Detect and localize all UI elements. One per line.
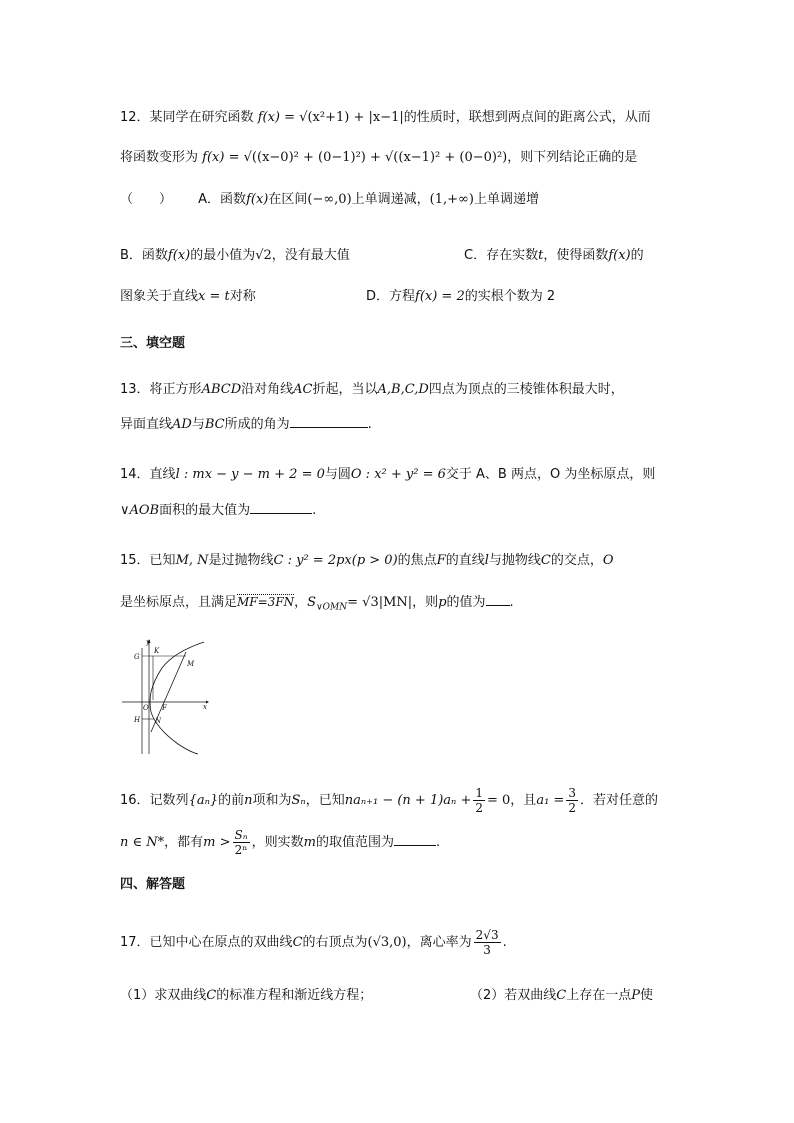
q13-text: 将正方形 (149, 382, 202, 397)
answer-blank[interactable] (394, 833, 436, 846)
label-h: H (134, 716, 141, 724)
variable-n: n (244, 793, 253, 808)
line-l: l (484, 553, 489, 568)
label-g: G (134, 653, 140, 661)
q17-text: 使 (640, 988, 654, 1003)
function-f: f(x) (167, 248, 191, 263)
option-b-label: B．函数 (120, 248, 168, 263)
q12-line5 (120, 287, 256, 307)
q14-text: 面积的最大值为 (159, 503, 251, 518)
answer-blank[interactable] (486, 593, 510, 606)
q15-line1 (120, 551, 614, 571)
label-f: F (162, 704, 167, 712)
q12-text: 的性质时，联想到两点间的距离公式，从而 (403, 110, 651, 125)
option-d-label: D．方程 (366, 289, 416, 304)
answer-blank[interactable] (250, 501, 312, 514)
area-subscript: ∨OMN (316, 602, 348, 613)
hyperbola-c: C (206, 988, 217, 1003)
period: . (312, 503, 317, 518)
fraction-numerator: 3 (568, 786, 576, 800)
variable-m: m (303, 835, 316, 850)
q16-text: ，都有 (164, 835, 204, 850)
square-abcd: ABCD (201, 382, 242, 397)
q13-text: 四点为顶点的三棱锥体积最大时， (428, 382, 624, 397)
segment-bc: BC (204, 417, 225, 432)
q13-line1 (120, 380, 624, 400)
option-a-text: 上单调递增 (473, 192, 539, 207)
q14-line1 (120, 465, 655, 485)
period: . (367, 417, 372, 432)
q17-part1-label: （1）求双曲线 (120, 988, 207, 1003)
triangle-aob: ∨AOB (120, 503, 160, 518)
interval-2: (1,+∞) (429, 192, 474, 207)
q17-text: 的标准方程和渐近线方程； (216, 988, 373, 1003)
q16-text: 的前 (218, 793, 245, 808)
q15-text: 的直线 (445, 553, 485, 568)
option-c-label: C．存在实数 (464, 248, 539, 263)
vertex-point: (√3,0) (367, 935, 407, 950)
label-y: y (146, 638, 150, 646)
distance-expression: √((x−0)² + (0−1)²) + √((x−1)² + (0−0)²) (243, 150, 508, 165)
option-c-text: 图象关于直线 (120, 289, 199, 304)
q16-text: ．若对任意的 (579, 793, 658, 808)
q16-text: 项和为 (252, 793, 292, 808)
segment-ad: AD (172, 417, 192, 432)
q14-text: 直线 (149, 467, 176, 482)
fraction-numerator: Sₙ (234, 828, 248, 842)
q17-number: 17． (120, 935, 150, 950)
q15-number: 15． (120, 553, 150, 568)
q12-line2 (120, 148, 637, 168)
hyperbola-c: C (292, 935, 303, 950)
fraction-sn-2n (233, 828, 250, 857)
origin-o: O (602, 553, 614, 568)
q14-line2 (120, 501, 316, 521)
parabola-curve (150, 642, 204, 754)
q12-number: 12． (120, 110, 150, 125)
parabola-c: C (540, 553, 551, 568)
sum-sn: Sₙ (291, 793, 306, 808)
period: . (435, 835, 441, 850)
q12-line4 (120, 246, 350, 266)
q13-text: 异面直线 (120, 417, 173, 432)
q17-text: 已知中心在原点的双曲线 (149, 935, 293, 950)
recurrence: naₙ₊₁ − (n + 1)aₙ + (344, 793, 472, 808)
q17-part2 (470, 986, 653, 1006)
fraction-half (473, 786, 485, 815)
function-f: f(x) (202, 150, 225, 165)
function-f: f(x) (257, 110, 280, 125)
function-expression: √(x²+1) + |x−1| (299, 110, 404, 125)
comma: ， (294, 595, 308, 610)
a1: a₁ = (536, 793, 565, 808)
fraction-three-halves (566, 786, 578, 815)
fraction-numerator: 1 (475, 786, 483, 800)
q12-option-c (464, 246, 644, 266)
q12-text: ，则下列结论正确的是 (507, 150, 638, 165)
line-equation: l : mx − y − m + 2 = 0 (175, 467, 325, 482)
option-a-label: A．函数 (198, 192, 247, 207)
interval-1: (−∞,0) (307, 192, 352, 207)
fraction-denominator: 3 (483, 943, 491, 957)
q15-line2 (120, 592, 514, 618)
point-p: P (631, 988, 640, 1003)
function-f: f(x) (608, 248, 631, 263)
q17-text: ，离心率为 (406, 935, 472, 950)
q17-text: 上存在一点 (566, 988, 632, 1003)
option-c-text: 对称 (229, 289, 256, 304)
function-f: f(x) (246, 192, 269, 207)
answer-blank[interactable] (290, 415, 368, 428)
points-mn: M, N (175, 553, 209, 568)
option-a-text: 在区间 (268, 192, 308, 207)
q14-number: 14． (120, 467, 150, 482)
q16-text: 的取值范围为 (315, 835, 394, 850)
points-abcd: A,B,C,D (377, 382, 429, 397)
area-s: S (307, 595, 317, 610)
q13-line2 (120, 415, 372, 435)
q14-text: 交于 A、B 两点，O 为坐标原点，则 (445, 467, 656, 482)
q12-text: 某同学在研究函数 (149, 110, 254, 125)
q14-text: 与圆 (324, 467, 351, 482)
equals-sign: = (228, 150, 240, 165)
q17-text: 的右顶点为 (302, 935, 368, 950)
q17-part2-label: （2）若双曲线 (470, 988, 557, 1003)
sequence-an: {aₙ} (188, 793, 219, 808)
answer-paren: （ ） (120, 192, 173, 207)
diagonal-ac: AC (293, 382, 313, 397)
q16-text: 记数列 (149, 793, 189, 808)
option-b-text: ，没有最大值 (271, 248, 350, 263)
circle-equation: O : x² + y² = 6 (350, 467, 446, 482)
option-b-text: 的最小值为 (190, 248, 256, 263)
q15-text: 已知 (149, 553, 176, 568)
line-x-eq-t: x = t (198, 289, 230, 304)
section-heading-fill-in: 三、填空题 (120, 336, 186, 351)
area-equation: = √3|MN| (347, 595, 413, 610)
m-greater: m > (203, 835, 231, 850)
q17-part1 (120, 986, 372, 1006)
q15-text: 是坐标原点，且满足 (120, 595, 238, 610)
option-a-text: 上单调递减， (351, 192, 430, 207)
parabola-equation: C : y² = 2px(p > 0) (273, 553, 398, 568)
q15-text: 与抛物线 (488, 553, 541, 568)
q13-text: 所成的角为 (224, 417, 290, 432)
focus-f: F (436, 553, 446, 568)
q15-text: 的交点， (550, 553, 603, 568)
q16-text: ，已知 (305, 793, 345, 808)
q12-line1 (120, 108, 651, 128)
hyperbola-c: C (556, 988, 567, 1003)
q16-text: ，则实数 (251, 835, 304, 850)
q15-text: 的值为 (446, 595, 486, 610)
param-p: p (438, 595, 447, 610)
q13-text: 与 (191, 417, 205, 432)
label-o: O (143, 704, 149, 712)
fraction-denominator: 2 (568, 801, 576, 815)
q12-text: 将函数变形为 (120, 150, 199, 165)
q13-text: 沿对角线 (241, 382, 294, 397)
period: . (502, 935, 507, 950)
fraction-eccentricity (474, 928, 501, 957)
q16-line2 (120, 828, 440, 857)
q12-option-d (366, 287, 555, 307)
variable-t: t (538, 248, 544, 263)
label-m: M (187, 660, 195, 668)
vector-relation: MF=3FN (237, 595, 295, 609)
section-heading-answer: 四、解答题 (120, 877, 186, 892)
equals-zero: = 0 (487, 793, 511, 808)
option-c-text: ，使得函数 (543, 248, 609, 263)
q15-text: 是过抛物线 (208, 553, 274, 568)
period: . (509, 595, 514, 610)
q13-number: 13． (120, 382, 150, 397)
parabola-figure (118, 636, 210, 756)
fraction-denominator: 2ⁿ (234, 843, 248, 857)
label-x: x (203, 703, 207, 711)
sqrt-2: √2 (255, 248, 272, 263)
q16-text: ，且 (510, 793, 537, 808)
q16-number: 16． (120, 793, 150, 808)
q15-text: 的焦点 (397, 553, 437, 568)
q13-text: 折起，当以 (312, 382, 378, 397)
equals-sign: = (284, 110, 296, 125)
q12-line3 (120, 190, 539, 210)
option-d-text: 的实根个数为 2 (464, 289, 556, 304)
fraction-denominator: 2 (475, 801, 483, 815)
equation-fx-2: f(x) = 2 (415, 289, 465, 304)
n-in-naturals: n ∈ N* (120, 835, 165, 850)
label-n: N (155, 717, 162, 725)
fraction-numerator: 2√3 (475, 928, 499, 942)
option-c-text: 的 (630, 248, 644, 263)
q15-text: ，则 (412, 595, 439, 610)
q17-line1 (120, 928, 507, 957)
label-k: K (154, 647, 160, 655)
q16-line1 (120, 786, 658, 815)
